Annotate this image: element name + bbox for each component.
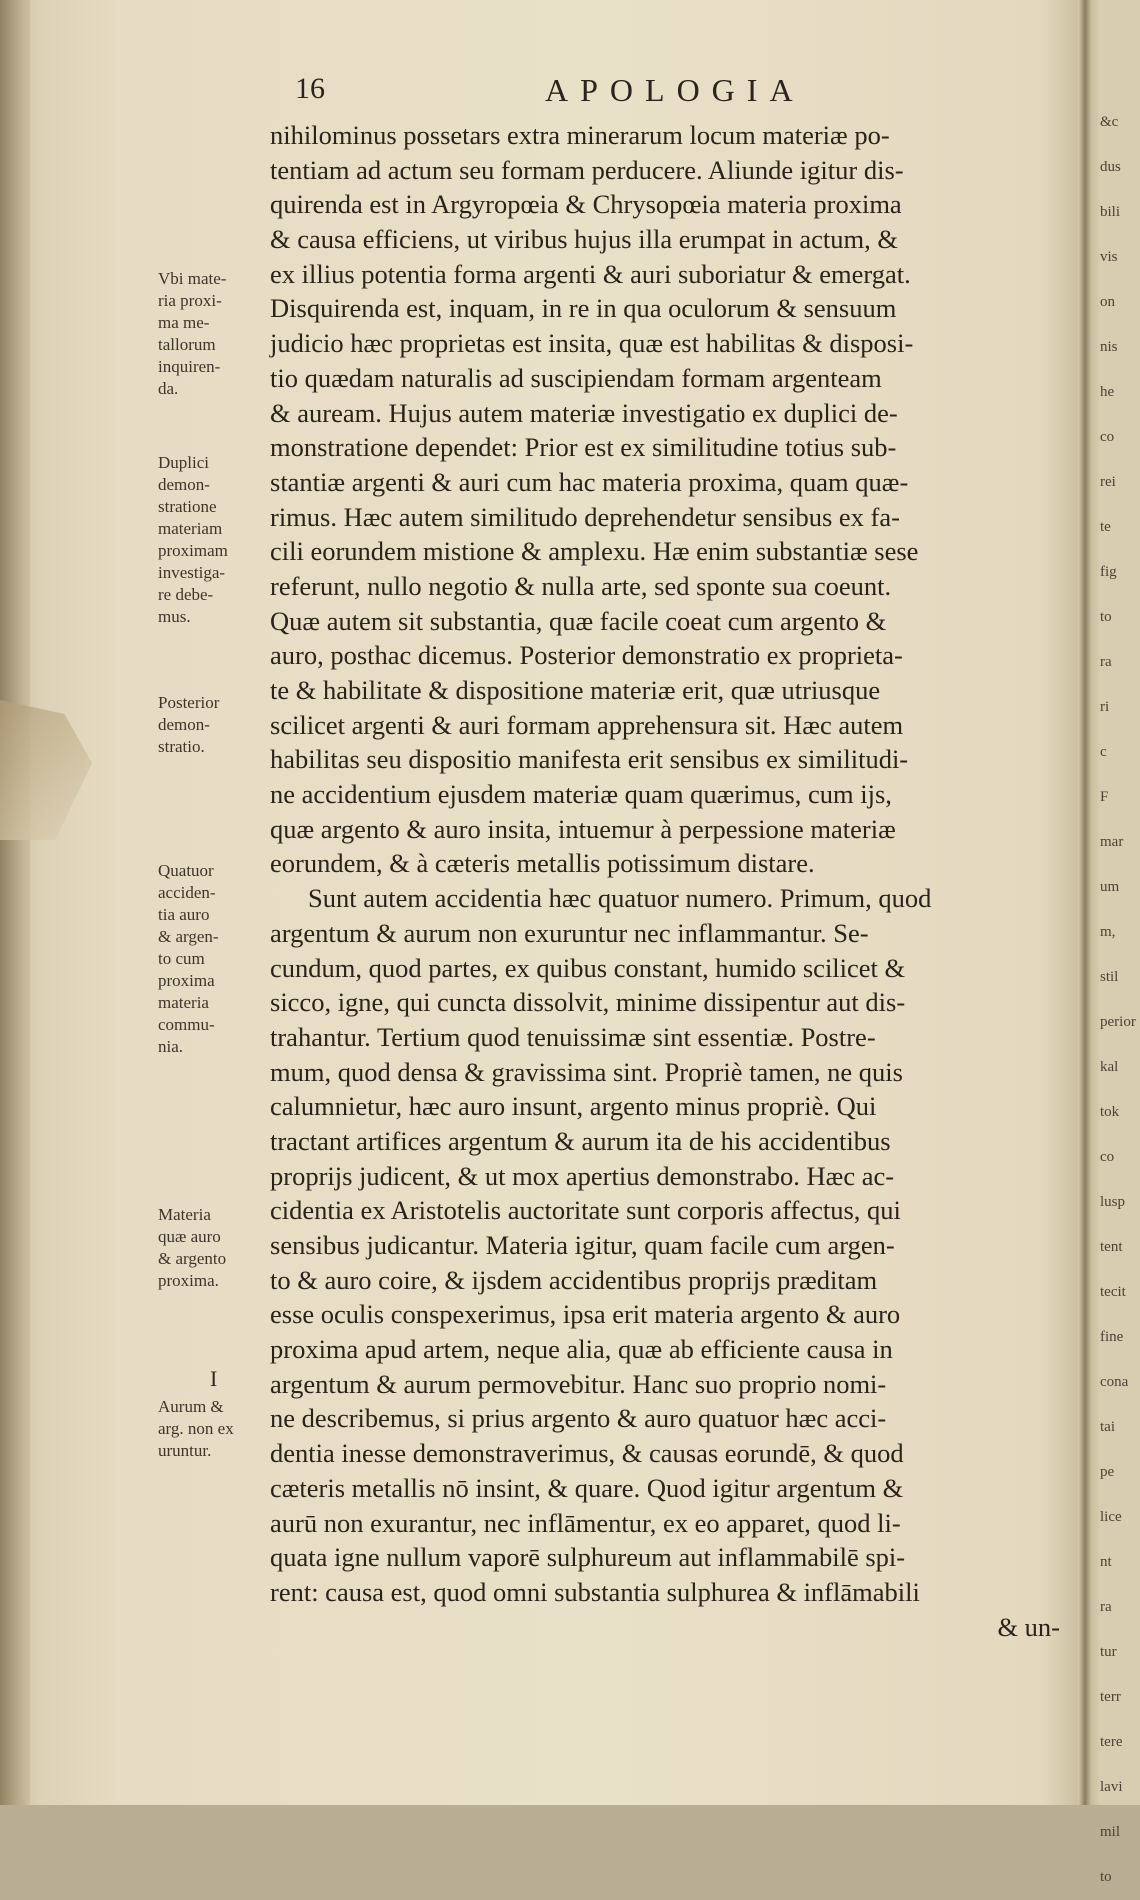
text-line: & un- <box>997 1611 1060 1642</box>
next-page-fragment: lusp <box>1100 1194 1126 1210</box>
text-line: cæteris metallis nō insint, & quare. Quod igitur argentum & <box>270 1472 904 1503</box>
next-page-fragment: co <box>1100 429 1115 445</box>
text-line: & causa efficiens, ut viribus hujus illa erumpat in actum, & <box>270 224 899 255</box>
next-page-fragment: ra <box>1100 1599 1112 1615</box>
next-page-fragments <box>1100 100 1140 1900</box>
margin-note-line: re debe- <box>158 585 214 604</box>
margin-note-line: stratione <box>158 497 217 516</box>
text-line: Quæ autem sit substantia, quæ facile coeat cum argento & <box>270 605 887 636</box>
margin-note <box>158 860 278 1058</box>
next-page-fragment: nis <box>1100 339 1118 355</box>
text-line: cundum, quod partes, ex quibus constant, humido scilicet & <box>270 952 906 983</box>
text-line: & auream. Hujus autem materiæ investigatio ex duplici de- <box>270 397 898 428</box>
text-line: calumnietur, hæc auro insunt, argento minus propriè. Qui <box>270 1091 877 1122</box>
next-page-fragment: kal <box>1100 1059 1119 1075</box>
margin-note-line: Vbi mate- <box>158 269 227 288</box>
margin-note-line: Posterior <box>158 693 220 712</box>
text-line: rent: causa est, quod omni substantia sulphurea & inflāmabili <box>270 1576 920 1607</box>
text-line: aurū non exurantur, nec inflāmentur, ex eo apparet, quod li- <box>270 1507 901 1538</box>
text-line: ne accidentium ejusdem materiæ quam quærimus, cum ijs, <box>270 779 892 810</box>
text-line: sicco, igne, qui cuncta dissolvit, minime dissipentur aut dis- <box>270 987 906 1018</box>
margin-note <box>158 452 278 628</box>
text-line: proprijs judicent, & ut mox apertius demonstrabo. Hæc ac- <box>270 1160 895 1191</box>
next-page-fragment: mar <box>1100 834 1124 850</box>
next-page-fragment: to <box>1100 609 1112 625</box>
margin-note-line: uruntur. <box>158 1441 212 1460</box>
text-line: ex illius potentia forma argenti & auri suboriatur & emergat. <box>270 258 911 289</box>
margin-note-line: ria proxi- <box>158 291 222 310</box>
text-line: cidentia ex Aristotelis auctoritate sunt corporis affectus, qui <box>270 1195 901 1226</box>
next-page-fragment: tere <box>1100 1734 1123 1750</box>
text-line: tentiam ad actum seu formam perducere. Aliunde igitur dis- <box>270 154 904 185</box>
text-line: argentum & aurum permovebitur. Hanc suo proprio nomi- <box>270 1368 887 1399</box>
next-page-fragment: dus <box>1100 159 1121 175</box>
next-page-fragment: mil <box>1100 1824 1121 1840</box>
text-line: Sunt autem accidentia hæc quatuor numero. Primum, quod <box>308 883 932 914</box>
margin-note-line: acciden- <box>158 883 216 902</box>
next-page-fragment: pe <box>1100 1464 1115 1480</box>
margin-note-line: Quatuor <box>158 861 214 880</box>
margin-note-line: tallorum <box>158 335 216 354</box>
margin-note-line: mus. <box>158 607 191 626</box>
page-header <box>295 72 1075 116</box>
margin-note-line: proxima. <box>158 1271 219 1290</box>
running-title: APOLOGIA <box>545 72 805 108</box>
margin-note-line: proximam <box>158 541 228 560</box>
text-line: referunt, nullo negotio & nulla arte, sed sponte sua coeunt. <box>270 570 892 601</box>
text-line: auro, posthac dicemus. Posterior demonstratio ex proprieta- <box>270 640 903 671</box>
next-page-fragment: terr <box>1100 1689 1121 1705</box>
margin-note-line: & argen- <box>158 927 219 946</box>
next-page-fragment: tecit <box>1100 1284 1126 1300</box>
next-page-fragment: &c <box>1100 114 1119 130</box>
next-page-fragment: to <box>1100 1869 1112 1885</box>
book-binding <box>0 0 30 1805</box>
text-line: judicio hæc proprietas est insita, quæ est habilitas & disposi- <box>270 328 914 359</box>
next-page-fragment: perior <box>1100 1014 1136 1030</box>
margin-note-line: proxima <box>158 971 215 990</box>
next-page-fragment: tent <box>1100 1239 1123 1255</box>
margin-note-line: materia <box>158 993 209 1012</box>
text-line: dentia inesse demonstraverimus, & causas eorundē, & quod <box>270 1438 904 1469</box>
text-line: sensibus judicantur. Materia igitur, quam facile cum argen- <box>270 1230 895 1260</box>
next-page-fragment: ra <box>1100 654 1112 670</box>
text-line: to & auro coire, & ijsdem accidentibus proprijs præditam <box>270 1264 878 1295</box>
margin-note-line: investiga- <box>158 563 226 582</box>
margin-note-line: Duplici <box>158 453 209 472</box>
body-text <box>270 118 1082 1644</box>
text-line: Disquirenda est, inquam, in re in qua oculorum & sensuum <box>270 293 897 324</box>
text-line: esse oculis conspexerimus, ipsa erit materia argento & auro <box>270 1299 901 1330</box>
margin-note-line: to cum <box>158 949 205 968</box>
next-page-fragment: co <box>1100 1149 1115 1165</box>
page-damage <box>0 700 92 840</box>
next-page-fragment: um <box>1100 879 1120 895</box>
margin-note <box>158 1204 278 1292</box>
next-page-fragment: bili <box>1100 204 1121 220</box>
margin-note-line: materiam <box>158 519 223 538</box>
next-page-fragment: cona <box>1100 1374 1129 1390</box>
next-page-fragment: vis <box>1100 249 1118 265</box>
next-page-fragment: tok <box>1100 1104 1120 1120</box>
text-line: ne describemus, si prius argento & auro quatuor hæc acci- <box>270 1403 887 1434</box>
next-page-fragment: tai <box>1100 1419 1115 1435</box>
margin-note <box>158 268 278 400</box>
margin-note-line: da. <box>158 379 179 398</box>
next-page-fragment: fine <box>1100 1329 1124 1345</box>
next-page-fragment: te <box>1100 519 1111 535</box>
margin-note-line: demon- <box>158 475 210 494</box>
margin-numeral: I <box>210 1366 218 1391</box>
text-line: scilicet argenti & auri formam apprehensura sit. Hæc autem <box>270 709 904 740</box>
text-line: monstratione dependet: Prior est ex similitudine totius sub- <box>270 432 897 463</box>
text-line: eorundem, & à cæteris metallis potissimum distare. <box>270 848 815 879</box>
margin-note-line: Materia <box>158 1205 211 1224</box>
next-page-fragment: rei <box>1100 474 1116 490</box>
next-page-fragment: stil <box>1100 969 1119 985</box>
text-line: proxima apud artem, neque alia, quæ ab efficiente causa in <box>270 1334 893 1365</box>
text-line: quirenda est in Argyropœia & Chrysopœia materia proxima <box>270 189 902 220</box>
next-page-fragment: he <box>1100 384 1115 400</box>
text-line: mum, quod densa & gravissima sint. Propriè tamen, ne quis <box>270 1056 903 1087</box>
next-page-fragment: m, <box>1100 924 1116 940</box>
text-line: tractant artifices argentum & aurum ita de his accidentibus <box>270 1125 891 1156</box>
next-page-fragment: F <box>1100 789 1109 805</box>
text-line: habilitas seu dispositio manifesta erit sensibus ex similitudi- <box>270 744 909 775</box>
margin-note-line: inquiren- <box>158 357 221 376</box>
next-page-fragment: ri <box>1100 699 1110 715</box>
text-line: tio quædam naturalis ad suscipiendam formam argenteam <box>270 362 882 393</box>
margin-note-line: Aurum & <box>158 1397 224 1416</box>
margin-note-line: commu- <box>158 1015 215 1034</box>
margin-note-line: arg. non ex <box>158 1419 234 1438</box>
margin-note-line: tia auro <box>158 905 210 924</box>
next-page-fragment: nt <box>1100 1554 1112 1570</box>
text-line: stantiæ argenti & auri cum hac materia proxima, quam quæ- <box>270 466 909 497</box>
margin-note-line: stratio. <box>158 737 205 756</box>
next-page-fragment: lavi <box>1100 1779 1123 1795</box>
text-line: argentum & aurum non exuruntur nec inflammantur. Se- <box>270 917 869 948</box>
margin-note-line: demon- <box>158 715 210 734</box>
page-number: 16 <box>295 72 325 105</box>
margin-note-line: & argento <box>158 1249 227 1268</box>
text-line: rimus. Hæc autem similitudo deprehendetur sensibus ex fa- <box>270 501 900 532</box>
margin-note <box>158 692 278 758</box>
text-line: te & habilitate & dispositione materiæ erit, quæ utriusque <box>270 675 881 705</box>
margin-note-line: nia. <box>158 1037 184 1056</box>
margin-note-line: quæ auro <box>158 1227 221 1246</box>
text-line: nihilominus possetars extra minerarum locum materiæ po- <box>270 120 890 150</box>
next-page-fragment: fig <box>1100 564 1117 580</box>
text-line: trahantur. Tertium quod tenuissimæ sint essentiæ. Postre- <box>270 1021 876 1052</box>
margin-note-line: ma me- <box>158 313 210 332</box>
text-line: quæ argento & auro insita, intuemur à perpessione materiæ <box>270 813 896 844</box>
next-page-fragment: tur <box>1100 1644 1117 1660</box>
next-page-fragment: on <box>1100 294 1115 310</box>
next-page-fragment: lice <box>1100 1509 1122 1525</box>
text-line: quata igne nullum vaporē sulphureum aut inflammabilē spi- <box>270 1542 906 1573</box>
text-line: cili eorundem mistione & amplexu. Hæ enim substantiæ sese <box>270 536 919 567</box>
margin-note <box>158 1396 278 1462</box>
next-page-fragment: c <box>1100 744 1107 760</box>
